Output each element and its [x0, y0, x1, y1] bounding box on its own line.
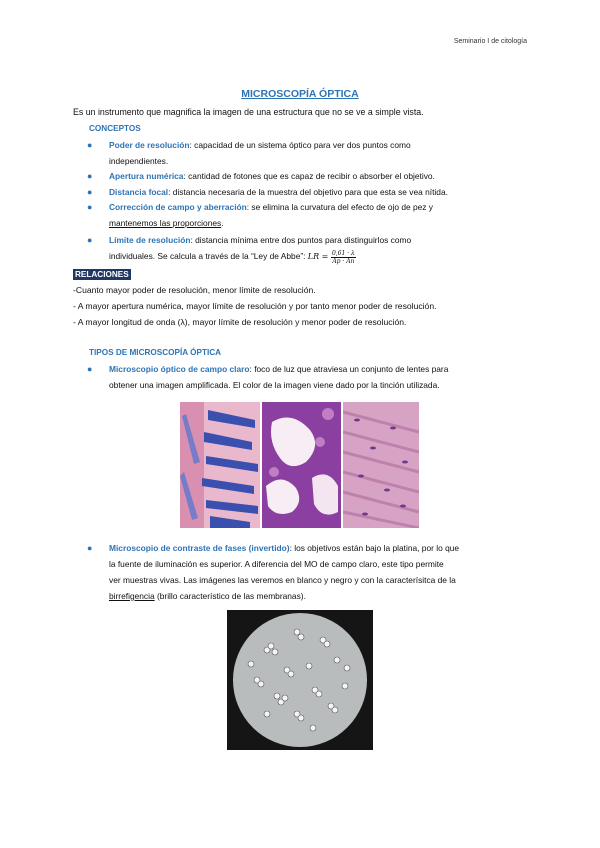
relaciones-heading: RELACIONES [75, 270, 129, 279]
relaciones-line: -Cuanto mayor poder de resolución, menor límite de resolución. [73, 285, 316, 295]
bullet-icon: ● [87, 364, 93, 374]
list-item: ● Corrección de campo y aberración: se elimina la curvatura del efecto de ojo de pez y mantenemos las proporciones. [87, 199, 527, 231]
bullet-icon: ● [87, 140, 93, 150]
relaciones-line: - A mayor apertura numérica, mayor límite de resolución y por tanto menor poder de resolución. [73, 301, 437, 311]
list-item: ● Apertura numérica: cantidad de fotones que es capaz de recibir o absorber el objetivo. [87, 168, 527, 184]
histology-image-blue [180, 402, 260, 528]
phase-contrast-image [227, 610, 373, 750]
histology-image-purple [262, 402, 341, 528]
list-item: ● Límite de resolución: distancia mínima entre dos puntos para distinguirlos como individuales. Se calcula a través de la “Ley de Abbe”: LR = $\frac{0,61 \cdot \lambda}{Ap \cdot An}$ [87, 232, 527, 265]
page-title: MICROSCOPÍA ÓPTICA [241, 88, 359, 100]
bullet-icon: ● [87, 543, 93, 553]
list-item: ● Poder de resolución: capacidad de un sistema óptico para ver dos puntos como independientes. [87, 137, 527, 169]
list-item: ● Microscopio de contraste de fases (invertido): los objetivos están bajo la platina, por lo que la fuente de iluminación es superior. A diferencia del MO de campo claro, este tipo permite ver muestras vivas. Las imágenes las veremos en blanco y negro y con la caracterísitca de la birrefigencia (brillo característico de las membranas). [87, 540, 527, 604]
abbe-formula: LR = $\frac{0,61 \cdot \lambda}{Ap \cdot An}$ [307, 249, 355, 265]
conceptos-heading: CONCEPTOS [89, 124, 141, 133]
bullet-icon: ● [87, 187, 93, 197]
bullet-icon: ● [87, 202, 93, 212]
bullet-icon: ● [87, 171, 93, 181]
histology-image-pink [343, 402, 419, 528]
tipos-heading: TIPOS DE MICROSCOPÍA ÓPTICA [89, 348, 222, 357]
relaciones-line: - A mayor longitud de onda (λ), mayor límite de resolución y menor poder de resolución. [73, 317, 407, 327]
bullet-icon: ● [87, 235, 93, 245]
page-header-note: Seminario I de citología [453, 38, 527, 45]
intro-text: Es un instrumento que magnifica la imagen de una estructura que no se ve a simple vista. [73, 107, 424, 117]
list-item: ● Distancia focal: distancia necesaria de la muestra del objetivo para que esta se vea nítida. [87, 184, 527, 200]
list-item: ● Microscopio óptico de campo claro: foco de luz que atraviesa un conjunto de lentes para obtener una imagen amplificada. El color de la imagen viene dado por la tinción utilizada. [87, 361, 527, 393]
